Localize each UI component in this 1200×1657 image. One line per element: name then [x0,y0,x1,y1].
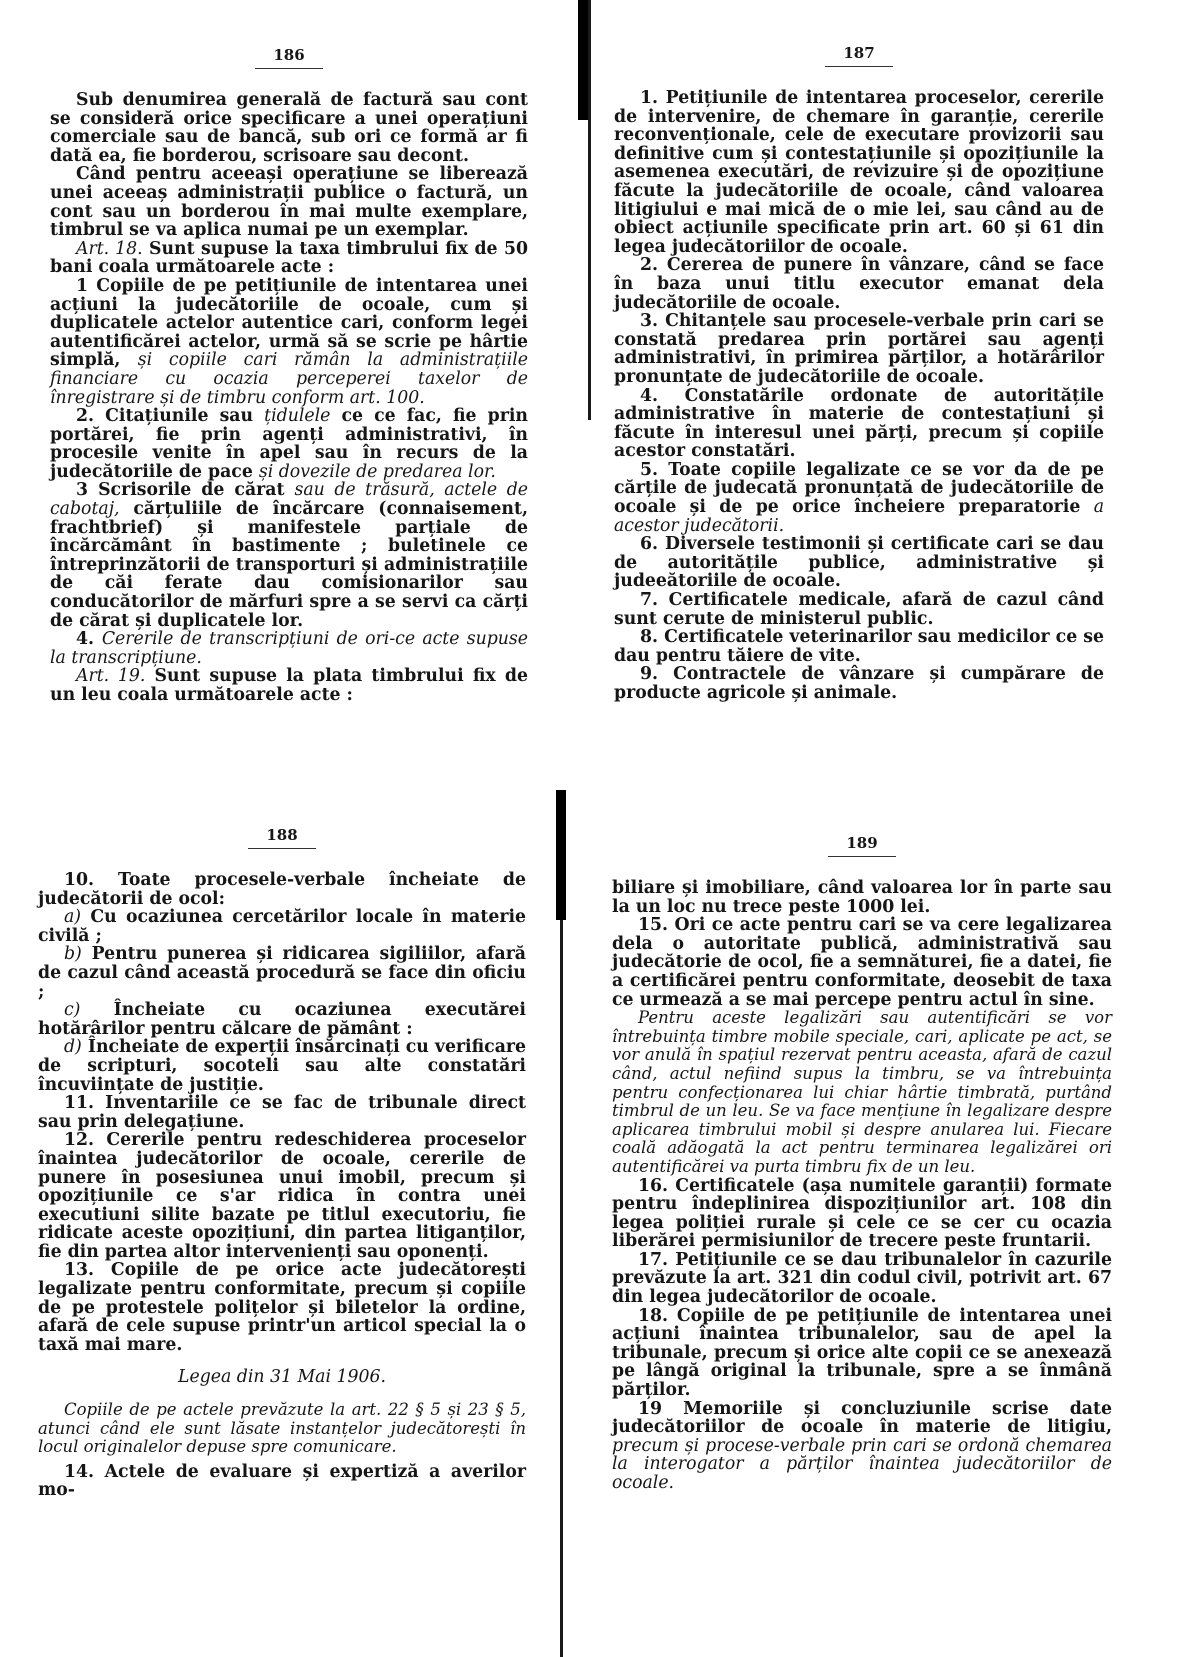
text: 10. Toate procesele-verbale încheiate de judecătorii de ocol: [38,870,526,909]
italic-text: d) [64,1037,82,1058]
paragraph [50,277,528,407]
page-number-rule [255,68,323,69]
italic-text: c) [64,1000,81,1021]
text: 3. Chitanțele sau procesele-verbale prin cari se constată predarea prin portărei sau agenți administrativi, în primirea părților, a hotărârilor pronunțate de judecătoriile de ocoale. [614,311,1104,387]
italic-text: Cererile de transcripțiuni de ori-ce acte supuse la transcripțiune. [50,629,528,668]
text: 18. Copiile de pe petițiunile de intentarea unei acțiuni înaintea tribunalelor, sau de apel la tribunale, precum și orice alte copii ce se anexează pe lângă original la tribunale, spre a se înmână părților. [612,1305,1112,1401]
text: 2. Citațiunile sau [76,406,265,427]
italic-text: precum și procese-verbale prin cari se ordonă chemarea la interogator a părților înaintea judecătoriilor de ocoale. [612,1435,1112,1493]
text: 17. Petițiunile ce se dau tribunalelor în cazurile prevăzute la art. 321 din codul civil, potrivit art. 67 din legea judecătorilor de ocoale. [612,1249,1112,1308]
paragraph [614,256,1104,312]
paragraph [612,1251,1112,1307]
page-186 [50,46,528,705]
paragraph [612,1400,1112,1493]
text: 1 Copiile de pe petițiunile de intentarea unei acțiuni la judecătoriile de ocoale, cum și duplicatele actelor autentice cari, conform legei autentificărei actelor, urmă să se scrie pe hârtie simplă, [50,275,528,371]
page-number: 189 [846,834,878,852]
page-gutter-top [588,0,591,420]
italic-text: și copiile cari rămân la administrațiile financiare cu ocazia perceperei taxelor de înregistrare și de timbru conform art. 100. [50,350,528,408]
paragraph [612,879,1112,916]
page-number-rule [248,848,316,849]
text: ce ce fac, fie prin portărei, fie prin agenți administrativi, în procesile venite în apel sau în recurs de la judecătoriile de pace [50,406,528,482]
text: 11. Inventariile ce se fac de tribunale direct sau prin delegațiune. [38,1093,526,1132]
italic-text: Copiile de pe actele prevăzute la art. 22 § 5 și 23 § 5, atunci când ele sunt lăsate instanțelor judecătorești în locul originalelor depuse spre comunicare. [38,1400,526,1457]
page-gutter-bottom [560,800,563,1657]
text: 14. Actele de evaluare și expertiză a averilor mo- [38,1461,526,1501]
text: 9. Contractele de vânzare și cumpărare de producte agricole și animale. [614,664,1104,703]
page-gutter-mark [578,0,588,120]
paragraph [50,667,528,704]
paragraph [38,945,526,1001]
paragraph [50,240,528,277]
paragraph [50,91,528,165]
paragraph [614,591,1104,628]
text: 3 Scrisorile de cărat [76,480,295,501]
paragraph [38,871,526,908]
paragraph [614,628,1104,665]
paragraph [50,407,528,481]
text: Cu ocaziunea cercetărilor locale în materie civilă ; [38,907,526,946]
italic-text: a) [64,907,82,928]
italic-text: Art. 19. [76,666,146,687]
paragraph [614,89,1104,256]
text: 5. Toate copiile legalizate ce se vor da de pe cărțile de judecată pronunțată de judecătoriile de ocoale și de pe orice încheiere preparatorie [614,459,1104,518]
paragraph [612,1009,1112,1176]
text: 15. Ori ce acte pentru cari se va cere legalizarea dela o autoritate publică, administrativă sau judecătorie de ocol, fie a semnăturei, fie a datei, fie a certificărei pentru conformitate, deosebit de taxa ce urmează a se mai percepe pentru actul în sine. [612,915,1112,1010]
paragraph [612,1177,1112,1251]
text: 6. Diversele testimonii și certificate cari se dau de autoritățile publice, administrative și judeeătoriile de ocoale. [614,534,1104,592]
page-text [612,879,1112,1493]
italic-text: b) [64,944,82,965]
italic-text: a acestor judecătorii. [614,497,1104,536]
page-text [614,89,1104,703]
page-189 [612,834,1112,1493]
paragraph [38,1094,526,1131]
paragraph [38,1463,526,1500]
text: 8. Certificatele veterinarilor sau medicilor ce se dau pentru tăiere de vite. [614,627,1104,666]
text: Sunt supuse la taxa timbrului fix de 50 bani coala următoarele acte : [50,238,529,278]
text: Când pentru aceeași operațiune se liberează unei aceeaș administrații publice o factură, un cont sau un borderou în mai multe exemplare, timbrul se va aplica numai pe un exemplar. [50,164,528,241]
paragraph [614,387,1104,461]
page-number: 188 [266,826,298,844]
italic-text: Legea din 31 Mai 1906. [178,1367,386,1388]
text: Sub denumirea generală de factură sau cont se consideră orice specificare a unei operațiuni comerciale sau de bancă, sub ori ce formă ar fi dată ea, fie borderou, scrisoare sau decont. [50,90,528,166]
paragraph [38,1001,526,1038]
italic-text: și dovezile de predarea lor. [258,461,496,482]
page-text [38,871,526,1500]
paragraph [614,665,1104,702]
text: 7. Certificatele medicale, afară de cazul când sunt cerute de ministerul public. [614,590,1104,629]
text: biliare și imobiliare, când valoarea lor în parte sau la un loc nu trece peste 1000 lei. [612,878,1112,917]
paragraph [38,1261,526,1354]
paragraph [614,312,1104,386]
page-number-rule [825,66,893,67]
text: 12. Cererile pentru redeschiderea proceselor înaintea judecătorilor de ocoale, cererile de punere în posesiunea unui imobil, precum și opozițiunile ce s'ar ridica în contra unei executiuni silite bazate pe titlul executoriu, fie ridicate aceste opozițiuni, din partea litiganților, fie din partea altor intervenienți sau oponenți. [38,1130,526,1262]
paragraph [614,535,1104,591]
text: 4. [76,629,102,650]
italic-text: sau de trăsură, actele de cabotaj, [50,480,528,520]
paragraph [38,1131,526,1261]
text: Încheiate de experții însărcinați cu verificare de scripturi, socoteli sau alte constatări încuviințate de justiție. [38,1037,526,1095]
paragraph [38,1368,526,1387]
text: Pentru punerea și ridicarea sigiliilor, afară de cazul când această procedură se face din oficiu ; [38,944,526,1002]
text: 1. Petițiunile de intentarea proceselor, cererile de intervenire, de chemare în garanție, cererile reconvenționale, cele de executare provizorii sau definitive cum și contestațiunile și opozițiunile la asemenea executări, de revizuire și de opozițiune făcute la judecătoriile de ocoale, când valoarea litigiului e mai mică de o mie lei, sau când au de obiect acțiunile specificate prin art. 60 și 61 din legea judecătoriilor de ocoale. [614,88,1104,257]
page-number-rule [828,856,896,857]
text: 13. Copiile de pe orice acte judecătorești legalizate pentru conformitate, precum și copiile de pe protestele polițelor și biletelor la ordine, afară de cele supuse printr'un articol special la o taxă mai mare. [38,1260,526,1355]
italic-text: Art. 18. [76,238,143,259]
paragraph [612,1307,1112,1400]
paragraph [38,1038,526,1094]
page-text [50,91,528,705]
text: Încheiate cu ocaziunea executărei hotărârilor pentru călcare de pământ : [38,1000,526,1039]
text: 19 Memoriile și concluziunile scrise date judecătoriilor de ocoale în materie de litigiu, [612,1398,1112,1438]
text: 16. Certificatele (așa numitele garanții) formate pentru îndeplinirea dispozițiunilor art. 108 din legea poliției rurale și cele ce se cer cu ocazia liberărei permisiunilor de trecere peste fruntarii. [612,1175,1112,1252]
italic-text: Pentru aceste legalizări sau autentificări se vor întrebuința timbre mobile speciale, cari, aplicate pe act, se vor anulă în spațiul rezervat pentru aceasta, afară de cazul când, actul nefiind supus la timbru, se va întrebuința pentru confecționarea lui chiar hârtie timbrată, purtând timbrul de un leu. Se va face mențiune în legalizare despre aplicarea timbrului mobil și despre anularea lui. Fiecare coală adăogată la act pentru terminarea legalizărei ori autentificărei va purta timbru fix de un leu. [612,1008,1112,1176]
page-gutter-mark-bottom [556,790,566,920]
text: Sunt supuse la plata timbrului fix de un leu coala următoarele acte : [50,666,528,705]
paragraph [612,916,1112,1009]
paragraph [50,165,528,239]
paragraph [38,1401,526,1457]
text: 4. Constatările ordonate de autoritățile administrative în materie de contestațiuni și făcute în interesul unei părți, precum și copiile acestor constatări. [614,385,1104,462]
italic-text: țidulele [264,406,331,427]
paragraph [38,908,526,945]
page-187 [614,44,1104,703]
text: 2. Cererea de punere în vânzare, când se face în baza unui titlu executor emanat dela judecătoriile de ocoale. [614,255,1104,313]
text: cărțuliile de încărcare (connaisement, frachtbrief) și manifestele parțiale de încărcământ în bastimente ; buletinele ce întreprinzătorii de transporturi și administrațiile de căi ferate dau comisionarilor sau conducătorilor de mărfuri spre a se servi ca cărți de cărat și duplicatele lor. [50,499,528,631]
page-188 [38,826,526,1500]
paragraph [614,461,1104,535]
paragraph [50,630,528,667]
page-number: 187 [843,44,875,62]
paragraph [50,481,528,630]
page-number: 186 [273,46,305,64]
